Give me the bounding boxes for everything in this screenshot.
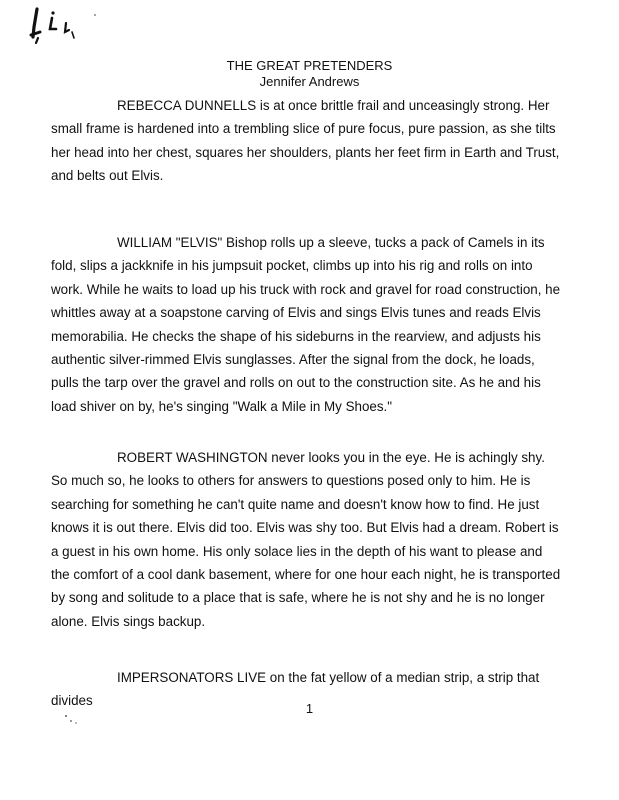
page-number: 1 (305, 701, 314, 716)
paragraph (51, 446, 561, 633)
paragraph (51, 94, 561, 188)
paragraph-text: ROBERT WASHINGTON never looks you in the eye. He is achingly shy. So much so, he looks to others for answers to questions posed only to him. He is searching for something he can't quite name and doesn't know how to find. He just knows it is out there. Elvis did too. Elvis was shy too. But Elvis had a dream. Robert is a guest in his own home. His only solace lies in the depth of his want to please and the comfort of a cool dank basement, where for one hour each night, he is transported by song and solitude to a place that is safe, where he is not shy and he is no longer alone. Elvis sings backup. (51, 450, 561, 629)
document-title: THE GREAT PRETENDERS (226, 58, 393, 73)
paragraph-text: REBECCA DUNNELLS is at once brittle frail and unceasingly strong. Her small frame is hardened into a trembling slice of pure focus, pure passion, as she tilts her head into her chest, squares her shoulders, plants her feet firm in Earth and Trust, and belts out Elvis. (51, 98, 560, 184)
handwritten-mark (28, 5, 86, 45)
title-block (0, 58, 619, 90)
scan-speck (94, 14, 96, 16)
paragraph-text: IMPERSONATORS LIVE on the fat yellow of a median strip, a strip that divides (51, 670, 540, 709)
document-author: Jennifer Andrews (259, 74, 360, 89)
paragraph-text: WILLIAM "ELVIS" Bishop rolls up a sleeve, tucks a pack of Camels in its fold, slips a jackknife in his jumpsuit pocket, climbs up into his rig and rolls on into work. While he waits to load up his truck with rock and gravel for road construction, he whittles away at a soapstone carving of Elvis and sings Elvis tunes and reads Elvis memorabilia. He checks the shape of his sideburns in the rearview, and adjusts his authentic silver-rimmed Elvis sunglasses. After the signal from the dock, he loads, pulls the tarp over the gravel and rolls on out to the construction site. As he and his load shiver on by, he's singing "Walk a Mile in My Shoes." (51, 235, 561, 414)
paragraph (51, 231, 561, 418)
